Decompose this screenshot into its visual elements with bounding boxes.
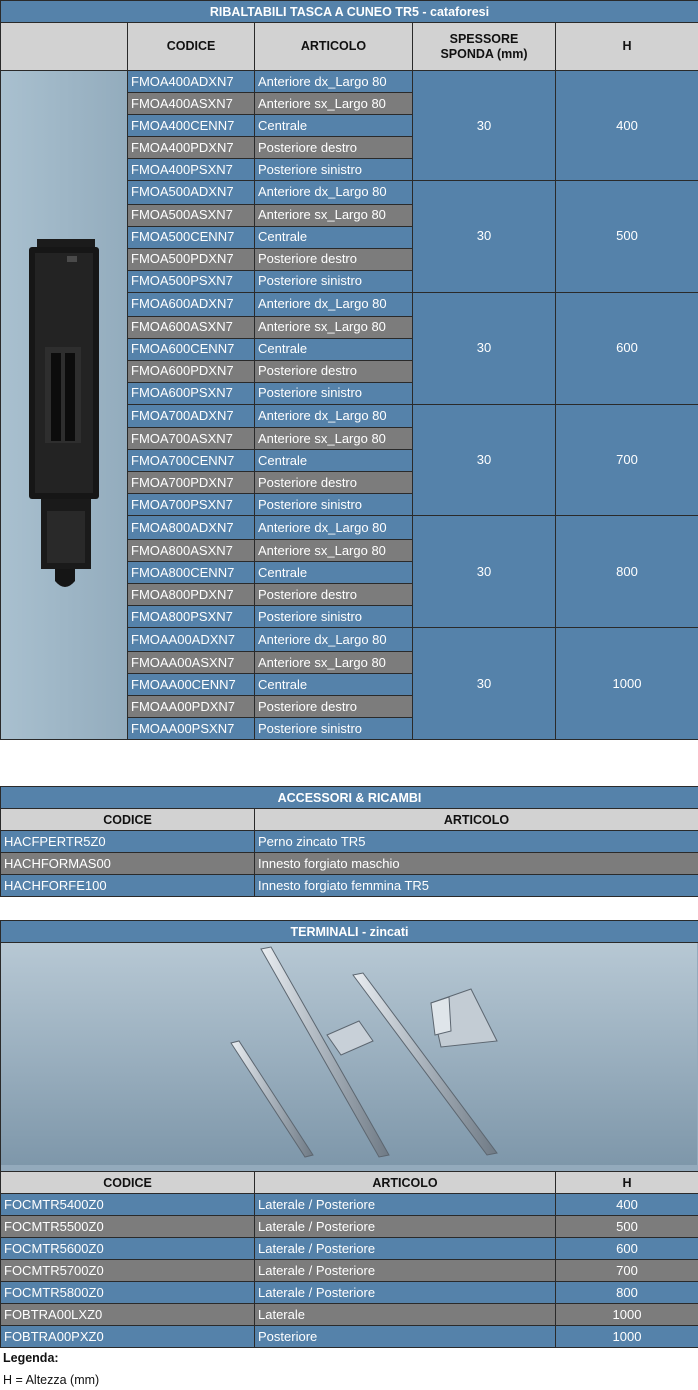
cell-codice: FMOA600ADXN7 (128, 292, 255, 316)
cell-articolo: Posteriore sinistro (255, 606, 413, 628)
cell-codice: FMOA700PDXN7 (128, 472, 255, 494)
cell-articolo: Anteriore dx_Largo 80 (255, 71, 413, 93)
table-row (1, 1260, 698, 1282)
cell-codice: FMOA400PDXN7 (128, 137, 255, 159)
header-spessore (413, 23, 556, 71)
cell-articolo: Centrale (255, 674, 413, 696)
cell-articolo: Posteriore destro (255, 584, 413, 606)
cell-codice: HACHFORFE100 (1, 875, 255, 897)
cell-articolo: Posteriore sinistro (255, 494, 413, 516)
cell-articolo: Posteriore destro (255, 137, 413, 159)
cell-h: 600 (556, 1238, 698, 1260)
cell-codice: FMOA400PSXN7 (128, 159, 255, 181)
cell-articolo: Anteriore sx_Largo 80 (255, 316, 413, 338)
cell-articolo: Posteriore (255, 1326, 556, 1348)
table-row (1, 1238, 698, 1260)
cell-articolo: Laterale / Posteriore (255, 1216, 556, 1238)
cell-codice: FMOAA00PSXN7 (128, 718, 255, 740)
cell-codice: FOCMTR5800Z0 (1, 1282, 255, 1304)
cell-codice: FMOA500PDXN7 (128, 248, 255, 270)
cell-articolo: Posteriore sinistro (255, 382, 413, 404)
cell-codice: FMOA800PDXN7 (128, 584, 255, 606)
cell-codice: FMOAA00ADXN7 (128, 628, 255, 652)
cell-codice: FMOA400CENN7 (128, 115, 255, 137)
cell-spessore: 30 (413, 404, 556, 516)
cell-codice: FOBTRA00PXZ0 (1, 1326, 255, 1348)
cell-articolo: Posteriore sinistro (255, 718, 413, 740)
terminali-title: TERMINALI - zincati (1, 921, 698, 943)
cell-h: 800 (556, 516, 698, 628)
cell-spessore: 30 (413, 516, 556, 628)
cell-codice: FMOA800CENN7 (128, 562, 255, 584)
cell-articolo: Posteriore sinistro (255, 159, 413, 181)
cell-articolo: Centrale (255, 450, 413, 472)
product-photo (1, 71, 128, 740)
cell-codice: FMOAA00PDXN7 (128, 696, 255, 718)
cell-codice: FMOA700ASXN7 (128, 428, 255, 450)
cell-articolo: Anteriore dx_Largo 80 (255, 181, 413, 205)
cell-articolo: Innesto forgiato maschio (255, 853, 698, 875)
legend-item: H = Altezza (mm) (3, 1373, 100, 1387)
cell-h: 1000 (556, 1326, 698, 1348)
cell-codice: FMOA500PSXN7 (128, 270, 255, 292)
cell-codice: FMOA700PSXN7 (128, 494, 255, 516)
cell-codice: FMOA600PSXN7 (128, 382, 255, 404)
cell-articolo: Anteriore sx_Largo 80 (255, 540, 413, 562)
cell-articolo: Posteriore destro (255, 248, 413, 270)
terminali-table (0, 920, 698, 1348)
cell-codice: FMOA700CENN7 (128, 450, 255, 472)
header-spessore-line1: SPESSORE (449, 31, 519, 46)
cell-codice: FMOA400ADXN7 (128, 71, 255, 93)
header-h: H (556, 23, 698, 71)
cell-codice: FMOA600ASXN7 (128, 316, 255, 338)
cell-articolo: Anteriore dx_Largo 80 (255, 404, 413, 428)
cell-spessore: 30 (413, 292, 556, 404)
cell-codice: FMOA500CENN7 (128, 226, 255, 248)
accessori-body (1, 831, 698, 897)
cell-articolo: Perno zincato TR5 (255, 831, 698, 853)
cell-articolo: Centrale (255, 115, 413, 137)
cell-h: 800 (556, 1282, 698, 1304)
cell-articolo: Centrale (255, 562, 413, 584)
cell-spessore: 30 (413, 181, 556, 293)
table-row (1, 1282, 698, 1304)
table-row (1, 831, 698, 853)
header-articolo: ARTICOLO (255, 23, 413, 71)
cell-articolo: Anteriore dx_Largo 80 (255, 516, 413, 540)
cell-h: 700 (556, 404, 698, 516)
cell-codice: FMOA800ASXN7 (128, 540, 255, 562)
table-row (1, 1216, 698, 1238)
cell-codice: FOCMTR5700Z0 (1, 1260, 255, 1282)
terminali-parts-image (1, 943, 697, 1165)
cell-articolo: Anteriore sx_Largo 80 (255, 428, 413, 450)
cell-codice: FMOA400ASXN7 (128, 93, 255, 115)
cell-codice: FMOA600CENN7 (128, 338, 255, 360)
cell-h: 400 (556, 71, 698, 181)
terminali-header-h: H (556, 1172, 698, 1194)
table-row (1, 1304, 698, 1326)
cell-codice: FOCMTR5600Z0 (1, 1238, 255, 1260)
cell-codice: FOCMTR5500Z0 (1, 1216, 255, 1238)
cell-h: 500 (556, 1216, 698, 1238)
cell-articolo: Centrale (255, 226, 413, 248)
terminali-header-articolo: ARTICOLO (255, 1172, 556, 1194)
cell-articolo: Anteriore sx_Largo 80 (255, 652, 413, 674)
cell-articolo: Laterale / Posteriore (255, 1282, 556, 1304)
cell-spessore: 30 (413, 71, 556, 181)
ribaltabile-post-image (1, 71, 127, 739)
cell-codice: FMOA800ADXN7 (128, 516, 255, 540)
cell-spessore: 30 (413, 628, 556, 740)
accessori-title: ACCESSORI & RICAMBI (1, 787, 698, 809)
cell-codice: FMOA600PDXN7 (128, 360, 255, 382)
cell-h: 600 (556, 292, 698, 404)
cell-codice: HACHFORMAS00 (1, 853, 255, 875)
cell-codice: FOCMTR5400Z0 (1, 1194, 255, 1216)
cell-codice: FMOA500ADXN7 (128, 181, 255, 205)
cell-articolo: Posteriore sinistro (255, 270, 413, 292)
cell-articolo: Anteriore sx_Largo 80 (255, 93, 413, 115)
legend (3, 1347, 99, 1390)
cell-codice: FMOA500ASXN7 (128, 204, 255, 226)
accessori-header-codice: CODICE (1, 809, 255, 831)
main-table-title: RIBALTABILI TASCA A CUNEO TR5 - cataforesi (1, 1, 698, 23)
cell-codice: HACFPERTR5Z0 (1, 831, 255, 853)
cell-articolo: Posteriore destro (255, 696, 413, 718)
cell-articolo: Laterale / Posteriore (255, 1260, 556, 1282)
table-row (1, 1194, 698, 1216)
table-row (1, 875, 698, 897)
cell-articolo: Anteriore dx_Largo 80 (255, 292, 413, 316)
cell-articolo: Anteriore dx_Largo 80 (255, 628, 413, 652)
terminali-header-codice: CODICE (1, 1172, 255, 1194)
cell-articolo: Posteriore destro (255, 360, 413, 382)
table-row (1, 71, 698, 93)
terminali-photo (1, 943, 698, 1172)
header-spessore-line2: SPONDA (mm) (440, 46, 528, 61)
cell-h: 400 (556, 1194, 698, 1216)
table-row (1, 853, 698, 875)
legend-title: Legenda: (3, 1351, 59, 1365)
cell-articolo: Posteriore destro (255, 472, 413, 494)
table-row (1, 1326, 698, 1348)
cell-h: 500 (556, 181, 698, 293)
cell-codice: FOBTRA00LXZ0 (1, 1304, 255, 1326)
terminali-body (1, 1194, 698, 1348)
accessori-header-articolo: ARTICOLO (255, 809, 698, 831)
cell-h: 700 (556, 1260, 698, 1282)
cell-h: 1000 (556, 1304, 698, 1326)
cell-articolo: Laterale / Posteriore (255, 1194, 556, 1216)
cell-codice: FMOAA00CENN7 (128, 674, 255, 696)
header-codice: CODICE (128, 23, 255, 71)
cell-codice: FMOAA00ASXN7 (128, 652, 255, 674)
cell-h: 1000 (556, 628, 698, 740)
cell-articolo: Innesto forgiato femmina TR5 (255, 875, 698, 897)
cell-codice: FMOA700ADXN7 (128, 404, 255, 428)
accessori-table (0, 786, 698, 897)
cell-codice: FMOA800PSXN7 (128, 606, 255, 628)
cell-articolo: Laterale (255, 1304, 556, 1326)
cell-articolo: Anteriore sx_Largo 80 (255, 204, 413, 226)
main-table-body (1, 71, 698, 740)
cell-articolo: Laterale / Posteriore (255, 1238, 556, 1260)
cell-articolo: Centrale (255, 338, 413, 360)
header-image-placeholder (1, 23, 128, 71)
